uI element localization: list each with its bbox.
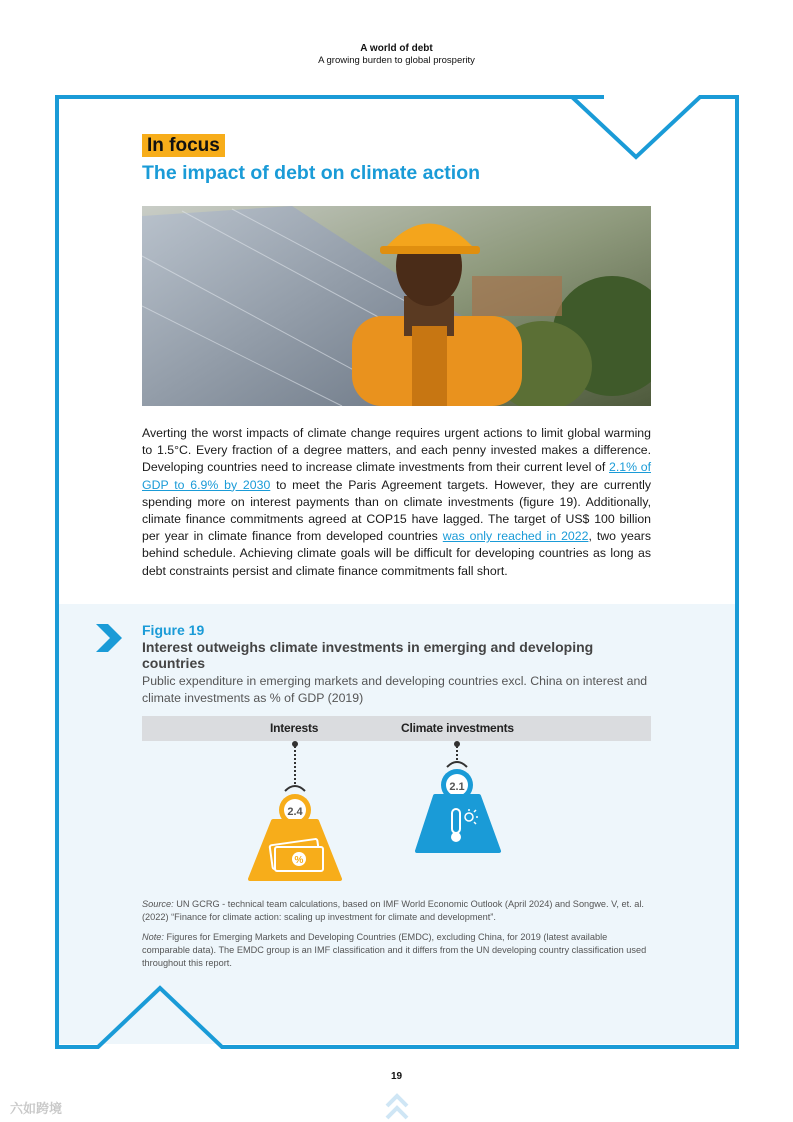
body-paragraph: [142, 425, 651, 580]
back-to-top-icon[interactable]: [384, 1092, 410, 1122]
figure-source: [142, 898, 652, 924]
link-reached-2022[interactable]: was only reached in 2022: [442, 529, 589, 544]
figure-title: Interest outweighs climate investments in emerging and developing countries: [142, 639, 594, 671]
figure-column-header: [142, 716, 651, 741]
body-text-part-1: Averting the worst impacts of climate change requires urgent actions to limit global warming to 1.5°C. Every fraction of a degree matters, and each penny invested makes a difference. Developing countries need to increase climate investments from their current level of: [142, 426, 651, 475]
in-focus-tag: In focus: [142, 134, 225, 157]
source-label: Source:: [142, 899, 174, 909]
figure-subtitle: Public expenditure in emerging markets and developing countries excl. China on interest and climate investments as % of GDP (2019): [142, 674, 648, 705]
page-number: 19: [390, 1071, 403, 1082]
value-label-interests: 2.4: [287, 806, 303, 818]
body-text-part-2: to meet the Paris Agreement targets. However, they are currently spending more on interest payments than on climate investments (figure 19). Additionally, climate finance commitments agreed at COP15 have lagged. The target of US$ 100 billion per year in climate finance from developed countries: [142, 477, 652, 544]
figure-note: [142, 931, 652, 970]
figure-label: Figure 19: [142, 622, 205, 638]
value-label-climate: 2.1: [449, 781, 465, 793]
solar-worker-photo: [142, 206, 651, 406]
chevron-right-icon: [96, 624, 122, 652]
watermark-logo: 六如跨境: [10, 1101, 63, 1116]
column-label-interests: Interests: [270, 721, 319, 735]
weight-interests: [250, 741, 340, 879]
source-text: UN GCRG - technical team calculations, based on IMF World Economic Outlook (April 2024) and Songwe. V, et. al. (2022) “Finance for climate action: scaling up investment for climate and development”.: [142, 899, 644, 922]
running-header-title: A world of debt: [360, 43, 433, 54]
weight-body-climate: [417, 796, 499, 851]
page-title: The impact of debt on climate action: [142, 162, 481, 184]
column-label-climate-investments: Climate investments: [401, 721, 514, 735]
link-gdp-target[interactable]: 2.1% of GDP to 6.9% by 2030: [142, 460, 651, 492]
body-text-part-3: , two years behind schedule. Achieving climate goals will be difficult for developing countries as long as debt constraints persist and climate finance commitments fall short.: [142, 529, 651, 578]
running-header-subtitle: A growing burden to global prosperity: [318, 55, 475, 66]
weights-chart: [142, 741, 651, 891]
weight-climate-investments: [417, 741, 499, 851]
svg-text:%: %: [294, 855, 304, 866]
note-label: Note:: [142, 932, 164, 942]
note-text: Figures for Emerging Markets and Developing Countries (EMDC), excluding China, for 2019 (latest available comparable data). The EMDC group is an IMF classification and it differs from the UN developing country classification used throughout this report.: [142, 932, 647, 968]
